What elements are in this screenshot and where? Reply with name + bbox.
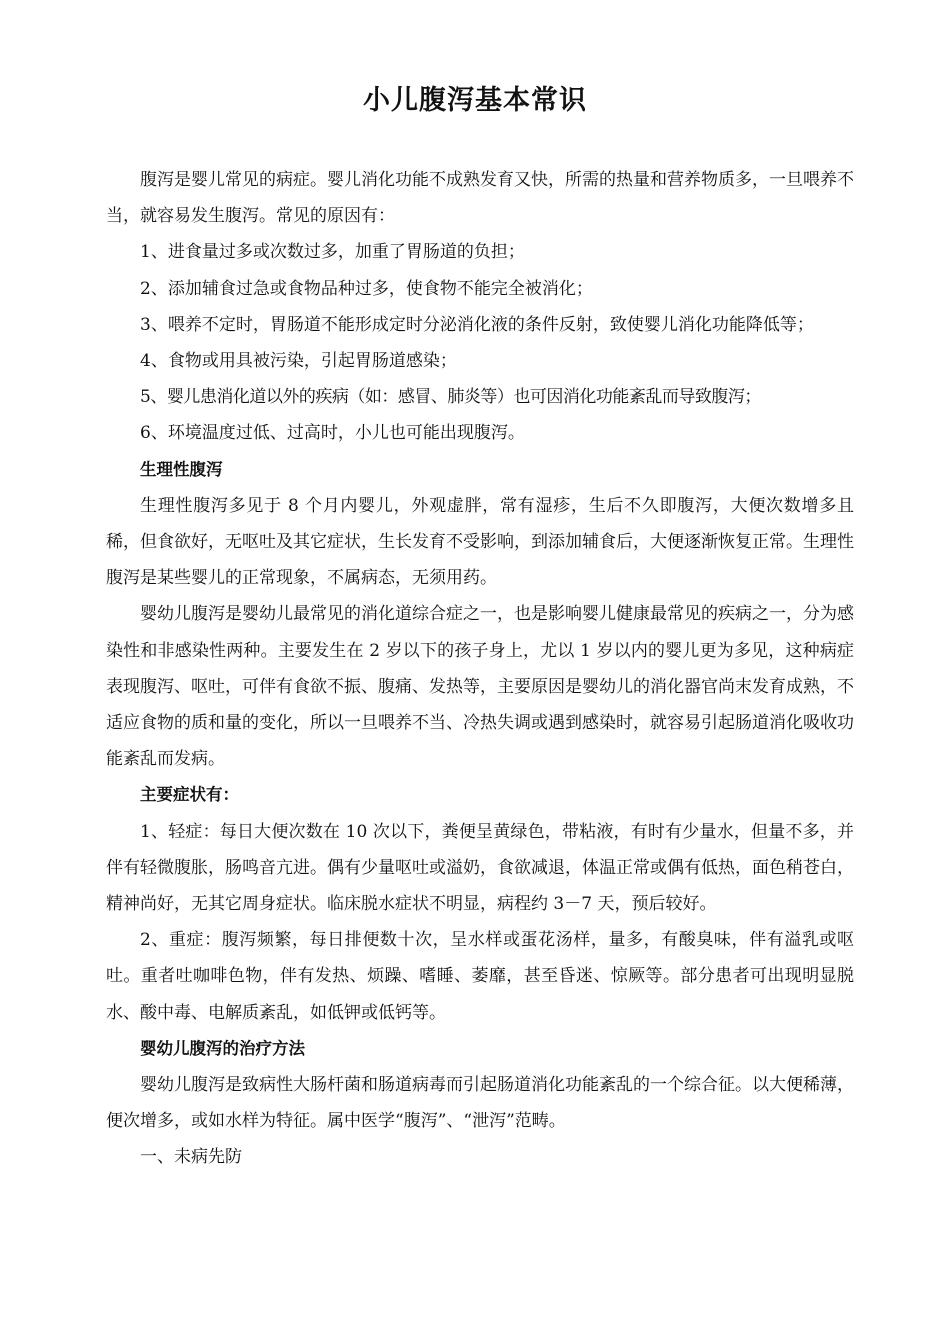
cause-item-5: 5、婴儿患消化道以外的疾病（如：感冒、肺炎等）也可因消化功能紊乱而导致腹泻；: [140, 387, 761, 408]
prevention-heading: 一、未病先防: [140, 1147, 242, 1168]
infant-diarrhea-paragraph: 婴幼儿腹泻是婴幼儿最常见的消化道综合症之一，也是影响婴儿健康最常见的疾病之一，分为感染性和非感染性两种。主要发生在 2 岁以下的孩子身上，尤以 1 岁以内的婴儿更为多见，这种病症表现腹泻、呕吐，可伴有食欲不振、腹痛、发热等，主要原因是婴幼儿的消化器官尚末发育成熟，不适应食物的质和量的变化，所以一旦喂养不当、冷热失调或遇到感染时，就容易引起肠道消化吸收功能紊乱而发病。: [106, 604, 854, 770]
cause-item-4: 4、食物或用具被污染，引起胃肠道感染；: [140, 351, 457, 372]
heading-physiological: 生理性腹泻: [140, 459, 223, 479]
treatment-paragraph: 婴幼儿腹泻是致病性大肠杆菌和肠道病毒而引起肠道消化功能紊乱的一个综合征。以大便稀薄，便次增多，或如水样为特征。属中医学“腹泻”、“泄泻”范畴。: [106, 1075, 854, 1132]
intro-paragraph: 腹泻是婴儿常见的病症。婴儿消化功能不成熟发育又快，所需的热量和营养物质多，一旦喂养不当，就容易发生腹泻。常见的原因有：: [106, 170, 854, 227]
physiological-paragraph: 生理性腹泻多见于 8 个月内婴儿，外观虚胖，常有湿疹，生后不久即腹泻，大便次数增多且稀，但食欲好，无呕吐及其它症状，生长发育不受影响，到添加辅食后，大便逐渐恢复正常。生理性腹泻是某些婴儿的正常现象，不属病态，无须用药。: [106, 495, 854, 589]
cause-item-1: 1、进食量过多或次数过多，加重了胃肠道的负担；: [140, 242, 525, 263]
heading-treatment: 婴幼儿腹泻的治疗方法: [140, 1038, 305, 1058]
document-title: 小儿腹泻基本常识: [363, 85, 587, 116]
heading-symptoms: 主要症状有：: [140, 785, 239, 805]
symptom-mild-paragraph: 1、轻症：每日大便次数在 10 次以下，粪便呈黄绿色，带粘液，有时有少量水，但量不多，并伴有轻微腹胀，肠鸣音亢进。偶有少量呕吐或溢奶，食欲减退，体温正常或偶有低热，面色稍苍白，精神尚好，无其它周身症状。临床脱水症状不明显，病程约 3－7 天，预后较好。: [106, 821, 854, 915]
symptom-severe-paragraph: 2、重症：腹泻频繁，每日排便数十次，呈水样或蛋花汤样，量多，有酸臭味，伴有溢乳或呕吐。重者吐咖啡色物，伴有发热、烦躁、嗜睡、萎靡，甚至昏迷、惊厥等。部分患者可出现明显脱水、酸中毒、电解质紊乱，如低钾或低钙等。: [106, 930, 854, 1023]
document-body: [106, 162, 854, 1176]
cause-item-6: 6、环境温度过低、过高时，小儿也可能出现腹泻。: [140, 423, 525, 444]
cause-item-2: 2、添加辅食过急或食物品种过多，使食物不能完全被消化；: [140, 278, 593, 299]
cause-item-3: 3、喂养不定时，胃肠道不能形成定时分泌消化液的条件反射，致使婴儿消化功能降低等；: [140, 314, 814, 335]
